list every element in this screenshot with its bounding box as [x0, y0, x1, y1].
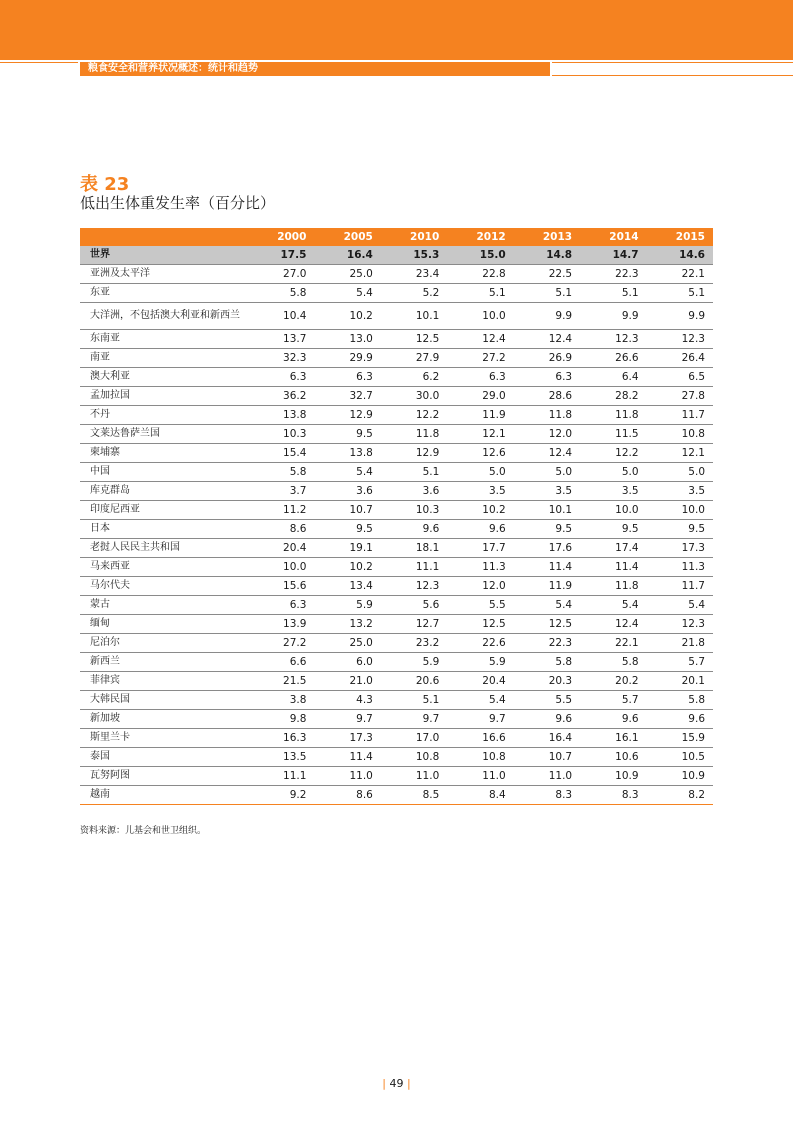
cell-value: 6.5	[647, 368, 713, 387]
column-header-2015: 2015	[647, 228, 713, 246]
row-label: 斯里兰卡	[80, 729, 248, 748]
cell-value: 17.4	[580, 539, 646, 558]
row-label: 世界	[80, 246, 248, 265]
cell-value: 9.7	[381, 710, 447, 729]
table-row	[80, 330, 713, 349]
cell-value: 10.4	[248, 303, 314, 330]
cell-value: 9.5	[314, 520, 380, 539]
cell-value: 10.8	[381, 748, 447, 767]
cell-value: 4.3	[314, 691, 380, 710]
cell-value: 11.7	[647, 406, 713, 425]
table-row	[80, 265, 713, 284]
cell-value: 10.8	[647, 425, 713, 444]
table-row	[80, 767, 713, 786]
cell-value: 20.1	[647, 672, 713, 691]
cell-value: 6.0	[314, 653, 380, 672]
cell-value: 10.7	[514, 748, 580, 767]
table-row	[80, 710, 713, 729]
row-label: 不丹	[80, 406, 248, 425]
cell-value: 5.6	[381, 596, 447, 615]
table-row	[80, 387, 713, 406]
page-number	[0, 1077, 793, 1090]
cell-value: 3.5	[447, 482, 513, 501]
cell-value: 3.6	[314, 482, 380, 501]
row-label: 库克群岛	[80, 482, 248, 501]
cell-value: 16.1	[580, 729, 646, 748]
top-orange-band	[0, 0, 793, 60]
cell-value: 5.9	[314, 596, 380, 615]
cell-value: 12.5	[514, 615, 580, 634]
cell-value: 16.4	[314, 246, 380, 265]
cell-value: 11.8	[580, 406, 646, 425]
cell-value: 10.3	[381, 501, 447, 520]
table-row	[80, 368, 713, 387]
cell-value: 23.2	[381, 634, 447, 653]
cell-value: 12.0	[514, 425, 580, 444]
cell-value: 27.0	[248, 265, 314, 284]
cell-value: 18.1	[381, 539, 447, 558]
cell-value: 12.6	[447, 444, 513, 463]
cell-value: 17.6	[514, 539, 580, 558]
cell-value: 5.8	[647, 691, 713, 710]
cell-value: 11.0	[381, 767, 447, 786]
table-row	[80, 520, 713, 539]
table-row	[80, 786, 713, 805]
cell-value: 9.8	[248, 710, 314, 729]
cell-value: 10.8	[447, 748, 513, 767]
row-label: 大韩民国	[80, 691, 248, 710]
cell-value: 6.2	[381, 368, 447, 387]
cell-value: 22.8	[447, 265, 513, 284]
source-note: 资料来源：儿基会和世卫组织。	[80, 826, 207, 836]
cell-value: 12.4	[514, 444, 580, 463]
cell-value: 21.0	[314, 672, 380, 691]
cell-value: 20.4	[447, 672, 513, 691]
cell-value: 17.7	[447, 539, 513, 558]
cell-value: 10.9	[580, 767, 646, 786]
cell-value: 8.3	[514, 786, 580, 805]
cell-value: 5.5	[447, 596, 513, 615]
cell-value: 17.5	[248, 246, 314, 265]
cell-value: 21.5	[248, 672, 314, 691]
cell-value: 5.8	[514, 653, 580, 672]
cell-value: 12.7	[381, 615, 447, 634]
cell-value: 12.3	[381, 577, 447, 596]
running-header: 粮食安全和营养状况概述：统计和趋势	[80, 62, 550, 76]
cell-value: 13.4	[314, 577, 380, 596]
column-header-2010: 2010	[381, 228, 447, 246]
cell-value: 5.4	[580, 596, 646, 615]
cell-value: 5.4	[314, 463, 380, 482]
cell-value: 26.9	[514, 349, 580, 368]
cell-value: 23.4	[381, 265, 447, 284]
cell-value: 13.0	[314, 330, 380, 349]
row-label: 中国	[80, 463, 248, 482]
cell-value: 5.1	[580, 284, 646, 303]
cell-value: 22.3	[580, 265, 646, 284]
header-right-rule	[552, 62, 793, 76]
cell-value: 3.5	[647, 482, 713, 501]
cell-value: 3.5	[580, 482, 646, 501]
row-label: 柬埔寨	[80, 444, 248, 463]
cell-value: 10.6	[580, 748, 646, 767]
cell-value: 8.5	[381, 786, 447, 805]
cell-value: 8.6	[314, 786, 380, 805]
cell-value: 5.1	[381, 463, 447, 482]
cell-value: 13.5	[248, 748, 314, 767]
cell-value: 19.1	[314, 539, 380, 558]
cell-value: 15.4	[248, 444, 314, 463]
table-row	[80, 615, 713, 634]
cell-value: 8.4	[447, 786, 513, 805]
cell-value: 15.0	[447, 246, 513, 265]
data-table	[80, 228, 713, 805]
cell-value: 5.1	[647, 284, 713, 303]
cell-value: 14.8	[514, 246, 580, 265]
row-label: 孟加拉国	[80, 387, 248, 406]
header-left-stub	[0, 62, 78, 76]
table-row-world	[80, 246, 713, 265]
cell-value: 12.5	[381, 330, 447, 349]
cell-value: 20.2	[580, 672, 646, 691]
country-column-header	[80, 228, 248, 246]
column-header-2014: 2014	[580, 228, 646, 246]
table-row	[80, 425, 713, 444]
cell-value: 11.0	[514, 767, 580, 786]
row-label: 亚洲及太平洋	[80, 265, 248, 284]
table-row	[80, 463, 713, 482]
cell-value: 11.3	[647, 558, 713, 577]
cell-value: 10.1	[514, 501, 580, 520]
page-number-value: 49	[389, 1077, 404, 1090]
cell-value: 17.3	[314, 729, 380, 748]
cell-value: 16.4	[514, 729, 580, 748]
cell-value: 10.2	[314, 558, 380, 577]
cell-value: 13.7	[248, 330, 314, 349]
cell-value: 10.9	[647, 767, 713, 786]
row-label: 澳大利亚	[80, 368, 248, 387]
cell-value: 11.1	[381, 558, 447, 577]
cell-value: 11.7	[647, 577, 713, 596]
cell-value: 12.1	[447, 425, 513, 444]
page-number-bar-left: |	[382, 1077, 386, 1090]
cell-value: 16.3	[248, 729, 314, 748]
cell-value: 6.3	[248, 596, 314, 615]
cell-value: 5.4	[647, 596, 713, 615]
row-label: 缅甸	[80, 615, 248, 634]
cell-value: 5.0	[447, 463, 513, 482]
table-row	[80, 303, 713, 330]
row-label: 尼泊尔	[80, 634, 248, 653]
column-header-2000: 2000	[248, 228, 314, 246]
cell-value: 13.9	[248, 615, 314, 634]
cell-value: 5.9	[447, 653, 513, 672]
cell-value: 3.6	[381, 482, 447, 501]
row-label: 东南亚	[80, 330, 248, 349]
cell-value: 8.6	[248, 520, 314, 539]
cell-value: 20.6	[381, 672, 447, 691]
cell-value: 12.1	[647, 444, 713, 463]
table-row	[80, 482, 713, 501]
cell-value: 9.9	[514, 303, 580, 330]
table-row	[80, 634, 713, 653]
cell-value: 17.0	[381, 729, 447, 748]
cell-value: 5.5	[514, 691, 580, 710]
cell-value: 11.0	[447, 767, 513, 786]
table-row	[80, 748, 713, 767]
cell-value: 5.4	[514, 596, 580, 615]
cell-value: 14.7	[580, 246, 646, 265]
table-row	[80, 672, 713, 691]
cell-value: 29.0	[447, 387, 513, 406]
page-number-bar-right: |	[407, 1077, 411, 1090]
table-row	[80, 501, 713, 520]
cell-value: 27.9	[381, 349, 447, 368]
cell-value: 21.8	[647, 634, 713, 653]
table-header-row	[80, 228, 713, 246]
cell-value: 32.7	[314, 387, 380, 406]
cell-value: 11.8	[514, 406, 580, 425]
cell-value: 9.5	[580, 520, 646, 539]
table-body	[80, 246, 713, 805]
cell-value: 10.0	[647, 501, 713, 520]
cell-value: 5.8	[248, 284, 314, 303]
row-label: 泰国	[80, 748, 248, 767]
cell-value: 12.5	[447, 615, 513, 634]
cell-value: 14.6	[647, 246, 713, 265]
table-row	[80, 577, 713, 596]
cell-value: 11.4	[514, 558, 580, 577]
row-label: 马尔代夫	[80, 577, 248, 596]
cell-value: 5.0	[580, 463, 646, 482]
row-label: 日本	[80, 520, 248, 539]
cell-value: 12.4	[447, 330, 513, 349]
cell-value: 25.0	[314, 265, 380, 284]
cell-value: 5.2	[381, 284, 447, 303]
row-label: 东亚	[80, 284, 248, 303]
cell-value: 13.2	[314, 615, 380, 634]
cell-value: 6.3	[248, 368, 314, 387]
cell-value: 16.6	[447, 729, 513, 748]
cell-value: 6.4	[580, 368, 646, 387]
cell-value: 28.6	[514, 387, 580, 406]
cell-value: 12.4	[514, 330, 580, 349]
cell-value: 26.6	[580, 349, 646, 368]
table-row	[80, 653, 713, 672]
cell-value: 8.2	[647, 786, 713, 805]
table-row	[80, 349, 713, 368]
cell-value: 11.4	[314, 748, 380, 767]
cell-value: 9.6	[514, 710, 580, 729]
cell-value: 20.3	[514, 672, 580, 691]
cell-value: 12.9	[314, 406, 380, 425]
cell-value: 5.0	[647, 463, 713, 482]
cell-value: 3.7	[248, 482, 314, 501]
row-label: 蒙古	[80, 596, 248, 615]
table-row	[80, 406, 713, 425]
cell-value: 30.0	[381, 387, 447, 406]
cell-value: 11.8	[381, 425, 447, 444]
cell-value: 5.4	[314, 284, 380, 303]
cell-value: 11.1	[248, 767, 314, 786]
table-row	[80, 596, 713, 615]
cell-value: 9.6	[447, 520, 513, 539]
cell-value: 11.8	[580, 577, 646, 596]
cell-value: 5.7	[580, 691, 646, 710]
table-row	[80, 729, 713, 748]
table-row	[80, 558, 713, 577]
cell-value: 11.9	[447, 406, 513, 425]
table-row	[80, 539, 713, 558]
cell-value: 36.2	[248, 387, 314, 406]
cell-value: 15.6	[248, 577, 314, 596]
cell-value: 10.2	[447, 501, 513, 520]
row-label: 文莱达鲁萨兰国	[80, 425, 248, 444]
cell-value: 12.3	[647, 615, 713, 634]
cell-value: 5.1	[381, 691, 447, 710]
cell-value: 9.5	[314, 425, 380, 444]
cell-value: 11.0	[314, 767, 380, 786]
cell-value: 26.4	[647, 349, 713, 368]
table-title: 低出生体重发生率（百分比）	[80, 194, 276, 212]
cell-value: 9.7	[447, 710, 513, 729]
cell-value: 6.6	[248, 653, 314, 672]
cell-value: 9.7	[314, 710, 380, 729]
table-row	[80, 284, 713, 303]
cell-value: 5.1	[514, 284, 580, 303]
cell-value: 17.3	[647, 539, 713, 558]
cell-value: 5.1	[447, 284, 513, 303]
cell-value: 9.6	[647, 710, 713, 729]
cell-value: 5.8	[248, 463, 314, 482]
cell-value: 9.5	[514, 520, 580, 539]
row-label: 大洋洲，不包括澳大利亚和新西兰	[80, 303, 248, 330]
cell-value: 32.3	[248, 349, 314, 368]
cell-value: 5.8	[580, 653, 646, 672]
cell-value: 6.3	[447, 368, 513, 387]
cell-value: 9.6	[381, 520, 447, 539]
table-row	[80, 691, 713, 710]
cell-value: 25.0	[314, 634, 380, 653]
cell-value: 9.9	[647, 303, 713, 330]
cell-value: 22.3	[514, 634, 580, 653]
row-label: 越南	[80, 786, 248, 805]
table-number: 表 23	[80, 174, 130, 195]
cell-value: 10.7	[314, 501, 380, 520]
cell-value: 9.5	[647, 520, 713, 539]
cell-value: 6.3	[314, 368, 380, 387]
row-label: 新西兰	[80, 653, 248, 672]
cell-value: 27.8	[647, 387, 713, 406]
cell-value: 9.2	[248, 786, 314, 805]
cell-value: 11.5	[580, 425, 646, 444]
cell-value: 29.9	[314, 349, 380, 368]
cell-value: 12.3	[647, 330, 713, 349]
cell-value: 3.8	[248, 691, 314, 710]
cell-value: 6.3	[514, 368, 580, 387]
row-label: 马来西亚	[80, 558, 248, 577]
cell-value: 22.6	[447, 634, 513, 653]
cell-value: 11.2	[248, 501, 314, 520]
column-header-2005: 2005	[314, 228, 380, 246]
cell-value: 12.4	[580, 615, 646, 634]
column-header-2013: 2013	[514, 228, 580, 246]
cell-value: 27.2	[447, 349, 513, 368]
row-label: 老挝人民民主共和国	[80, 539, 248, 558]
cell-value: 28.2	[580, 387, 646, 406]
cell-value: 10.0	[447, 303, 513, 330]
cell-value: 11.9	[514, 577, 580, 596]
row-label: 瓦努阿图	[80, 767, 248, 786]
table-row	[80, 444, 713, 463]
cell-value: 15.9	[647, 729, 713, 748]
cell-value: 13.8	[314, 444, 380, 463]
cell-value: 10.0	[580, 501, 646, 520]
cell-value: 8.3	[580, 786, 646, 805]
cell-value: 12.9	[381, 444, 447, 463]
cell-value: 15.3	[381, 246, 447, 265]
row-label: 新加坡	[80, 710, 248, 729]
cell-value: 10.2	[314, 303, 380, 330]
cell-value: 12.0	[447, 577, 513, 596]
cell-value: 5.0	[514, 463, 580, 482]
cell-value: 10.1	[381, 303, 447, 330]
cell-value: 27.2	[248, 634, 314, 653]
cell-value: 3.5	[514, 482, 580, 501]
row-label: 菲律宾	[80, 672, 248, 691]
cell-value: 5.9	[381, 653, 447, 672]
cell-value: 13.8	[248, 406, 314, 425]
cell-value: 5.7	[647, 653, 713, 672]
cell-value: 11.3	[447, 558, 513, 577]
cell-value: 12.2	[580, 444, 646, 463]
cell-value: 12.2	[381, 406, 447, 425]
cell-value: 9.6	[580, 710, 646, 729]
row-label: 南亚	[80, 349, 248, 368]
cell-value: 12.3	[580, 330, 646, 349]
row-label: 印度尼西亚	[80, 501, 248, 520]
cell-value: 20.4	[248, 539, 314, 558]
cell-value: 10.0	[248, 558, 314, 577]
cell-value: 22.1	[580, 634, 646, 653]
column-header-2012: 2012	[447, 228, 513, 246]
cell-value: 9.9	[580, 303, 646, 330]
cell-value: 22.1	[647, 265, 713, 284]
cell-value: 10.3	[248, 425, 314, 444]
cell-value: 22.5	[514, 265, 580, 284]
cell-value: 5.4	[447, 691, 513, 710]
cell-value: 11.4	[580, 558, 646, 577]
cell-value: 10.5	[647, 748, 713, 767]
